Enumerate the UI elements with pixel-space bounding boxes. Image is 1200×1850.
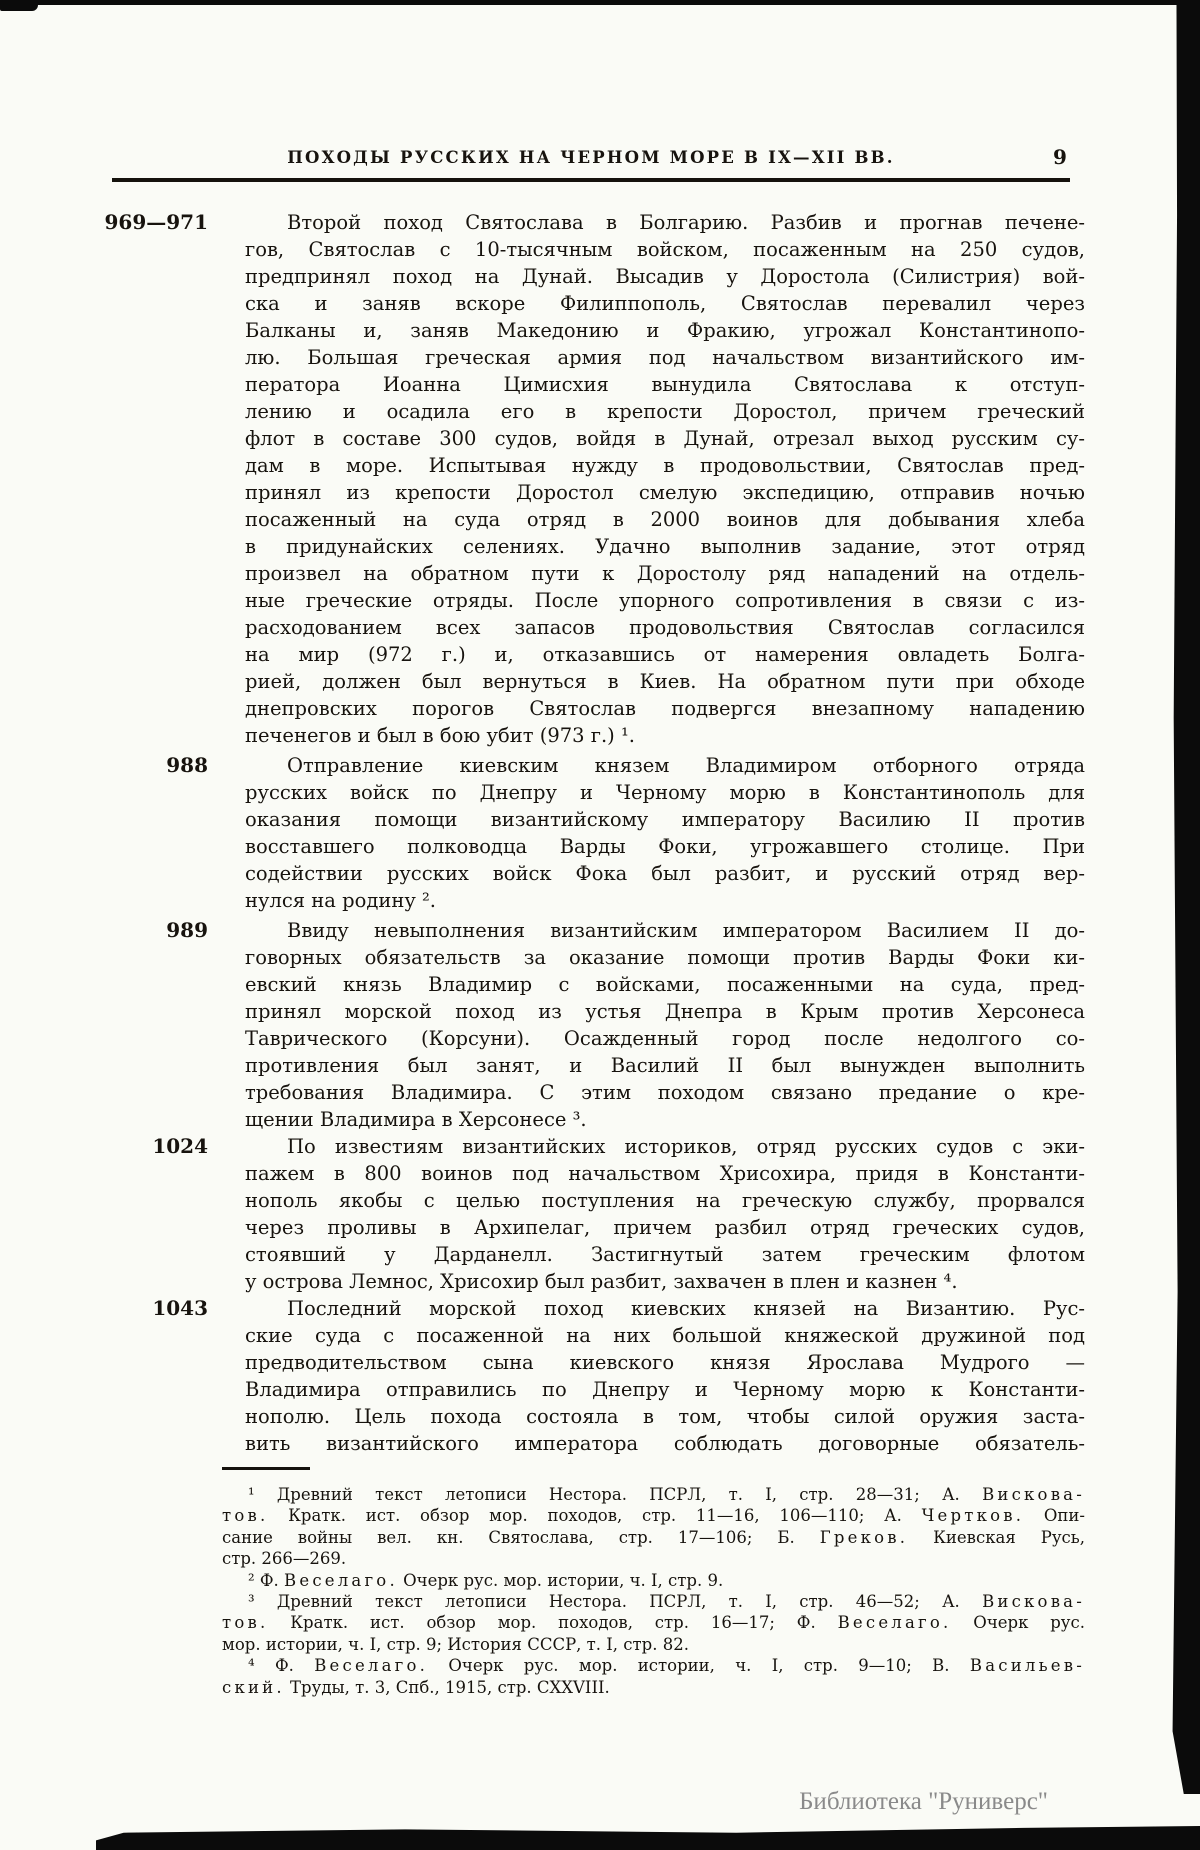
text-line: ска и заняв вскоре Филиппополь, Святослав перевалил через bbox=[245, 292, 1085, 315]
footnote-text: Кратк. ист. обзор мор. походов, стр. 16—17; Ф. bbox=[268, 1613, 838, 1633]
library-watermark: Библиотека "Руниверс" bbox=[799, 1788, 1048, 1815]
scan-edge-top-left-blob bbox=[0, 0, 38, 11]
text-line: говорных обязательств за оказание помощи против Варды Фоки ки- bbox=[245, 946, 1085, 969]
text-line: Владимира отправились по Днепру и Черному морю к Константи- bbox=[245, 1378, 1085, 1401]
letterspaced-author-name: Веселаго. bbox=[284, 1570, 398, 1590]
text-line: вить византийского императора соблюдать договорные обязатель- bbox=[245, 1432, 1085, 1455]
letterspaced-author-name: Чертков. bbox=[921, 1506, 1025, 1526]
footnote-text: стр. 266—269. bbox=[222, 1549, 347, 1569]
text-line: днепровских порогов Святослав подвергся внезапному нападению bbox=[245, 697, 1085, 720]
letterspaced-author-name: Веселаго. bbox=[314, 1656, 429, 1676]
footnote-line bbox=[222, 1570, 1085, 1591]
footnote-line bbox=[222, 1591, 1085, 1612]
text-line: Балканы и, заняв Македонию и Фракию, угрожал Константинопо- bbox=[245, 319, 1085, 342]
text-line: флот в составе 300 судов, войдя в Дунай, отрезал выход русским су- bbox=[245, 427, 1085, 450]
footnote-text: сание войны вел. кн. Святослава, стр. 17—106; Б. bbox=[222, 1527, 820, 1547]
text-line: в придунайских селениях. Удачно выполнив задание, этот отряд bbox=[245, 535, 1085, 558]
footnote-line bbox=[222, 1484, 1085, 1505]
text-line: предпринял поход на Дунай. Высадив у Доростола (Силистрия) вой- bbox=[245, 265, 1085, 288]
text-line: оказания помощи византийскому императору Василию II против bbox=[245, 808, 1085, 831]
text-line: у острова Лемнос, Хрисохир был разбит, захвачен в плен и казнен ⁴. bbox=[245, 1270, 958, 1293]
footnote-text: Опи- bbox=[1024, 1506, 1085, 1526]
footnote-text: Киевская Русь, bbox=[908, 1527, 1085, 1547]
text-line: евский князь Владимир с войсками, посаженными на суда, пред- bbox=[245, 973, 1085, 996]
letterspaced-author-name: Вискова- bbox=[982, 1591, 1085, 1611]
footnote-text: ³ Древний текст летописи Нестора. ПСРЛ, т. I, стр. 46—52; А. bbox=[248, 1591, 983, 1611]
letterspaced-author-name: Греков. bbox=[819, 1527, 909, 1547]
entry-year: 969—971 bbox=[104, 210, 208, 234]
scan-edge-bottom bbox=[96, 1826, 1200, 1850]
footnote-line bbox=[222, 1527, 1085, 1548]
page-number: 9 bbox=[1053, 145, 1067, 169]
text-line: на мир (972 г.) и, отказавшись от намерения овладеть Болга- bbox=[245, 643, 1085, 666]
footnote-line bbox=[222, 1505, 1085, 1526]
text-line: лению и осадила его в крепости Доростол, причем греческий bbox=[245, 400, 1085, 423]
footnote-line bbox=[222, 1655, 1085, 1676]
letterspaced-author-name: тов. bbox=[222, 1613, 269, 1633]
scan-edge-right bbox=[1172, 0, 1200, 1794]
entry-paragraph bbox=[245, 917, 1085, 1133]
text-line: лю. Большая греческая армия под начальством византийского им- bbox=[245, 346, 1085, 369]
footnote-line bbox=[222, 1612, 1085, 1633]
text-line: нополю. Цель похода состояла в том, чтобы силой оружия заста- bbox=[245, 1405, 1085, 1428]
footnote-text: ² Ф. bbox=[248, 1570, 285, 1590]
text-line: требования Владимира. С этим походом связано предание о кре- bbox=[245, 1081, 1085, 1104]
entry-paragraph bbox=[245, 209, 1085, 749]
text-line: ные греческие отряды. После упорного сопротивления в связи с из- bbox=[245, 589, 1085, 612]
text-line: содействии русских войск Фока был разбит, и русский отряд вер- bbox=[245, 862, 1085, 885]
text-line: Ввиду невыполнения византийским императором Василием II до- bbox=[287, 919, 1085, 942]
text-line: нулся на родину ². bbox=[245, 889, 437, 912]
text-line: ские суда с посаженной на них большой княжеской дружиной под bbox=[245, 1324, 1085, 1347]
footnote-text: ⁴ Ф. bbox=[248, 1656, 315, 1676]
text-line: пажем в 800 воинов под начальством Хрисохира, придя в Константи- bbox=[245, 1162, 1085, 1185]
text-line: посаженный на суда отряд в 2000 воинов для добывания хлеба bbox=[245, 508, 1085, 531]
entry-year: 988 bbox=[166, 753, 208, 777]
text-line: восставшего полководца Варды Фоки, угрожавшего столице. При bbox=[245, 835, 1085, 858]
text-line: Таврического (Корсуни). Осажденный город после недолгого со- bbox=[245, 1027, 1085, 1050]
text-line: Последний морской поход киевских князей на Византию. Рус- bbox=[287, 1297, 1085, 1320]
entry-year: 1024 bbox=[152, 1134, 208, 1158]
entry-paragraph bbox=[245, 1133, 1085, 1295]
entry-year: 1043 bbox=[152, 1296, 208, 1320]
text-line: принял морской поход из устья Днепра в Крым против Херсонеса bbox=[245, 1000, 1085, 1023]
letterspaced-author-name: Васильев- bbox=[969, 1656, 1085, 1676]
footnote-separator-rule bbox=[222, 1467, 310, 1470]
text-line: Отправление киевским князем Владимиром отборного отряда bbox=[287, 754, 1085, 777]
text-line: через проливы в Архипелаг, причем разбил отряд греческих судов, bbox=[245, 1216, 1085, 1239]
footnote-line bbox=[222, 1677, 1085, 1698]
text-line: расходованием всех запасов продовольствия Святослав согласился bbox=[245, 616, 1085, 639]
text-line: Второй поход Святослава в Болгарию. Разбив и прогнав печене- bbox=[287, 211, 1085, 234]
text-line: печенегов и был в бою убит (973 г.) ¹. bbox=[245, 724, 635, 747]
footnote-line bbox=[222, 1548, 1085, 1569]
text-line: русских войск по Днепру и Черному морю в Константинополь для bbox=[245, 781, 1085, 804]
footnote-text: мор. истории, ч. I, стр. 9; История СССР, т. I, стр. 82. bbox=[222, 1634, 689, 1654]
entry-year: 989 bbox=[166, 918, 208, 942]
footnote-line bbox=[222, 1634, 1085, 1655]
letterspaced-author-name: тов. bbox=[222, 1506, 269, 1526]
text-line: ператора Иоанна Цимисхия вынудила Святослава к отступ- bbox=[245, 373, 1085, 396]
text-line: гов, Святослав с 10-тысячным войском, посаженным на 250 судов, bbox=[245, 238, 1085, 261]
text-line: щении Владимира в Херсонесе ³. bbox=[245, 1108, 587, 1131]
text-line: предводительством сына киевского князя Ярослава Мудрого — bbox=[245, 1351, 1085, 1374]
text-line: дам в море. Испытывая нужду в продовольствии, Святослав пред- bbox=[245, 454, 1085, 477]
footnote-text: ¹ Древний текст летописи Нестора. ПСРЛ, т. I, стр. 28—31; А. bbox=[248, 1485, 983, 1504]
scan-edge-top bbox=[0, 0, 1200, 5]
text-line: стоявший у Дарданелл. Застигнутый затем греческим флотом bbox=[245, 1243, 1085, 1266]
letterspaced-author-name: Веселаго. bbox=[837, 1613, 952, 1633]
letterspaced-author-name: Вискова- bbox=[982, 1485, 1085, 1504]
footnotes-block bbox=[222, 1484, 1085, 1698]
header-rule bbox=[112, 178, 1070, 182]
text-line: нополь якобы с целью поступления на греческую службу, прорвался bbox=[245, 1189, 1085, 1212]
footnote-text: Очерк рус. мор. истории, ч. I, стр. 9. bbox=[397, 1570, 724, 1590]
footnote-text: Кратк. ист. обзор мор. походов, стр. 11—16, 106—110; А. bbox=[268, 1506, 922, 1526]
text-line: произвел на обратном пути к Доростолу ряд нападений на отдель- bbox=[245, 562, 1085, 585]
text-line: рией, должен был вернуться в Киев. На обратном пути при обходе bbox=[245, 670, 1085, 693]
footnote-text: Очерк рус. bbox=[951, 1613, 1086, 1633]
text-line: По известиям византийских историков, отряд русских судов с эки- bbox=[287, 1135, 1085, 1158]
entry-paragraph bbox=[245, 1295, 1085, 1457]
entry-paragraph bbox=[245, 752, 1085, 914]
running-head-title: ПОХОДЫ РУССКИХ НА ЧЕРНОМ МОРЕ В IX—XII ВВ. bbox=[287, 148, 895, 167]
text-line: противления был занят, и Василий II был вынужден выполнить bbox=[245, 1054, 1085, 1077]
letterspaced-author-name: ский. bbox=[222, 1677, 285, 1697]
footnote-text: Очерк рус. мор. истории, ч. I, стр. 9—10; В. bbox=[428, 1656, 970, 1676]
footnote-text: Труды, т. 3, Спб., 1915, стр. CXXVIII. bbox=[284, 1677, 610, 1697]
text-line: принял из крепости Доростол смелую экспедицию, отправив ночью bbox=[245, 481, 1085, 504]
